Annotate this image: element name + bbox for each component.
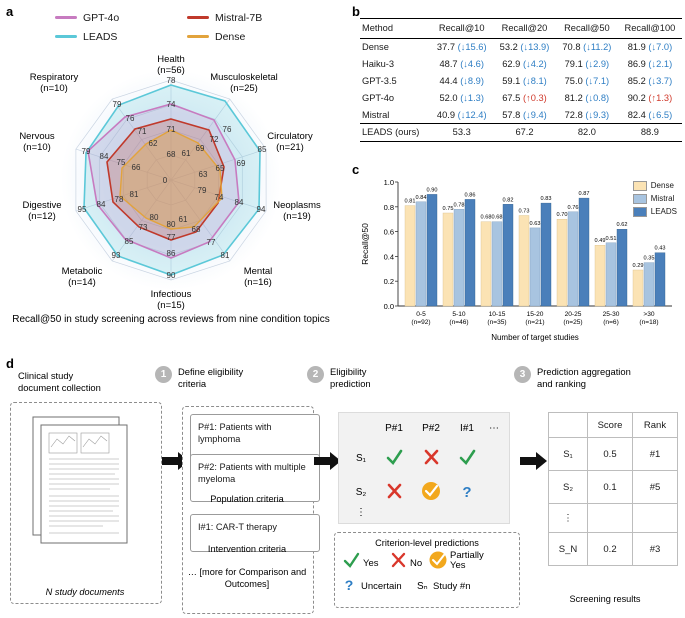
cell-value: 82.4 (↓6.5) — [627, 109, 673, 120]
matrix-col-p2: P#2 — [422, 423, 440, 434]
svg-text:62: 62 — [148, 139, 158, 148]
svg-text:0-5: 0-5 — [416, 311, 426, 318]
axis-label-musculoskeletal: Musculoskeletal — [210, 72, 278, 83]
svg-text:77: 77 — [206, 238, 216, 247]
svg-text:75: 75 — [116, 158, 126, 167]
legend-item-gpt4o — [55, 12, 173, 24]
svg-text:0.87: 0.87 — [578, 191, 590, 198]
panel-d-letter: d — [6, 356, 14, 371]
step-1-number: 1 — [155, 366, 172, 383]
cell-value: 40.9 (↓12.4) — [436, 109, 487, 120]
svg-text:0.63: 0.63 — [529, 220, 541, 227]
legend-swatch-mistral7b — [187, 16, 209, 19]
legend-label-dense: Dense — [215, 30, 246, 43]
svg-text:78: 78 — [114, 195, 124, 204]
cell-value: 79.1 (↓2.9) — [564, 59, 610, 70]
cell-value: 81.9 (↓7.0) — [627, 42, 673, 53]
results-row-label: S₁ — [549, 438, 588, 471]
doc-collection-line2: document collection — [18, 382, 101, 393]
svg-text:74: 74 — [166, 100, 176, 109]
cell-value: 48.7 (↓4.6) — [439, 59, 484, 70]
legend-item-mistral7b — [187, 12, 305, 24]
radar-caption-text: Recall@50 in study screening across reviews from nine condition topics — [12, 314, 330, 325]
axis-sub-metabolic: (n=14) — [68, 277, 96, 288]
results-row — [549, 438, 678, 471]
step-3-number: 3 — [514, 366, 531, 383]
svg-text:80: 80 — [166, 220, 176, 229]
radar-caption — [0, 313, 342, 326]
svg-text:(n=92): (n=92) — [411, 319, 431, 326]
results-score: 0.2 — [588, 533, 633, 566]
svg-text:(n=46): (n=46) — [449, 319, 469, 326]
cell-method: GPT-4o — [362, 92, 395, 103]
bar-chart-svg — [352, 164, 685, 350]
svg-text:0.35: 0.35 — [643, 255, 655, 262]
cell-method: Mistral — [362, 109, 390, 120]
cell-value: 53.2 (↓13.9) — [499, 42, 550, 53]
svg-text:0.68: 0.68 — [491, 214, 503, 221]
svg-text:71: 71 — [166, 125, 176, 134]
matrix-row-more: ⋮ — [356, 507, 366, 518]
axis-sub-mental: (n=16) — [244, 277, 272, 288]
results-rank: #3 — [633, 533, 678, 566]
cell-value: 88.9 — [618, 123, 682, 141]
svg-text:25-30: 25-30 — [602, 311, 620, 318]
legend-studyn-label: Study #n — [433, 581, 471, 592]
svg-text:0.73: 0.73 — [518, 208, 530, 215]
cell-value: 82.0 — [556, 123, 618, 141]
results-grid — [548, 412, 678, 566]
matrix-row-s2: S₂ — [355, 487, 367, 498]
svg-text:86: 86 — [166, 249, 176, 258]
radar-svg — [6, 50, 336, 320]
results-row — [549, 471, 678, 504]
table-row — [360, 39, 682, 56]
svg-text:0.81: 0.81 — [404, 198, 416, 205]
svg-text:15-20: 15-20 — [526, 311, 544, 318]
svg-text:0.86: 0.86 — [464, 192, 476, 199]
axis-sub-musculoskeletal: (n=25) — [230, 83, 258, 94]
svg-text:85: 85 — [124, 237, 134, 246]
svg-text:76: 76 — [222, 125, 232, 134]
cell-value: 72.8 (↓9.3) — [564, 109, 610, 120]
svg-text:68: 68 — [191, 225, 201, 234]
svg-text:68: 68 — [166, 150, 176, 159]
svg-text:79: 79 — [197, 186, 207, 195]
axis-label-neoplasms: Neoplasms — [273, 200, 321, 211]
axis-label-health: Health — [157, 54, 185, 65]
svg-text:76: 76 — [125, 114, 135, 123]
svg-text:66: 66 — [131, 163, 141, 172]
table-row-leads — [360, 123, 682, 141]
cell-value: 57.8 (↓9.4) — [502, 109, 547, 120]
legend-swatch-dense — [187, 35, 209, 38]
svg-text:0.62: 0.62 — [616, 222, 628, 229]
matrix-col-i1: I#1 — [460, 423, 474, 434]
radar-chart — [6, 50, 336, 320]
axis-sub-circulatory: (n=21) — [276, 142, 304, 153]
svg-text:0.4: 0.4 — [383, 252, 394, 262]
cell-value: 59.1 (↓8.1) — [502, 75, 547, 86]
svg-text:0.70: 0.70 — [556, 212, 568, 219]
svg-text:85: 85 — [257, 145, 267, 154]
panel-c-barchart — [352, 162, 685, 352]
criterion-box-p1: P#1: Patients with lymphoma — [190, 414, 320, 462]
cell-method: GPT-3.5 — [362, 75, 397, 86]
svg-text:0.75: 0.75 — [442, 206, 454, 212]
svg-text:>30: >30 — [643, 311, 655, 318]
screening-results-table — [548, 412, 678, 566]
bar-xlabel: Number of target studies — [491, 333, 579, 342]
cell-value: 52.0 (↓1.3) — [439, 92, 484, 103]
table-row — [360, 89, 682, 106]
legend-question-icon: ? — [344, 577, 354, 593]
cell-method: LEADS (ours) — [360, 123, 430, 141]
prediction-matrix — [338, 412, 510, 524]
svg-text:0.76: 0.76 — [567, 204, 579, 211]
doc-collection-line1: Clinical study — [18, 370, 74, 381]
svg-text:0.84: 0.84 — [415, 194, 427, 201]
svg-text:0.83: 0.83 — [540, 196, 552, 203]
svg-text:0.68: 0.68 — [480, 214, 492, 221]
svg-text:?: ? — [462, 484, 472, 501]
svg-text:(n=6): (n=6) — [603, 319, 619, 326]
legend-label-leads: LEADS — [83, 30, 118, 43]
svg-text:74: 74 — [214, 193, 224, 202]
axis-label-respiratory: Respiratory — [29, 72, 79, 83]
criterion-legend-title: Criterion-level predictions — [375, 538, 479, 548]
legend-item-leads — [55, 31, 173, 43]
step-1-title: Define eligibility criteria — [178, 366, 244, 389]
screening-results-caption: Screening results — [569, 594, 641, 604]
svg-text:0.2: 0.2 — [383, 277, 394, 287]
axis-sub-health: (n=56) — [157, 65, 185, 76]
axis-label-infectious: Infectious — [150, 289, 192, 300]
panel-a-letter: a — [6, 4, 14, 19]
th-recall20: Recall@20 — [493, 19, 556, 39]
legend-swatch-gpt4o — [55, 16, 77, 19]
panel-b-table — [352, 0, 685, 160]
criterion-box-p2: P#2: Patients with multiple myeloma — [190, 454, 320, 502]
th-method: Method — [360, 19, 430, 39]
doc-collection-title — [18, 370, 138, 394]
legend-item-dense — [187, 31, 305, 43]
cell-value: 85.2 (↓3.7) — [627, 75, 673, 86]
doc-collection-box — [10, 402, 162, 604]
results-col-rank: Rank — [633, 413, 678, 438]
svg-text:84: 84 — [234, 198, 244, 207]
results-score: 0.5 — [588, 438, 633, 471]
svg-text:(n=35): (n=35) — [487, 319, 507, 326]
axis-sub-digestive: (n=12) — [28, 211, 56, 222]
svg-text:0.8: 0.8 — [383, 202, 394, 212]
panel-a-radar — [0, 0, 342, 352]
th-recall100: Recall@100 — [618, 19, 682, 39]
matrix-row-s1: S₁ — [355, 453, 367, 464]
cell-value: 53.3 — [430, 123, 493, 141]
results-score — [588, 504, 633, 533]
svg-text:94: 94 — [256, 205, 266, 214]
results-table — [360, 18, 682, 142]
cell-value: 86.9 (↓2.1) — [627, 59, 673, 70]
svg-text:(n=18): (n=18) — [639, 319, 659, 326]
svg-text:20-25: 20-25 — [564, 311, 582, 318]
results-header-row — [549, 413, 678, 438]
step-2-number: 2 — [307, 366, 324, 383]
results-row — [549, 504, 678, 533]
th-recall10: Recall@10 — [430, 19, 493, 39]
svg-text:73: 73 — [138, 223, 148, 232]
svg-text:71: 71 — [137, 127, 147, 136]
svg-text:72: 72 — [209, 135, 219, 144]
axis-label-digestive: Digestive — [22, 200, 62, 211]
cell-value: 90.2 (↑1.3) — [627, 92, 673, 103]
arrow-3-icon — [520, 452, 548, 470]
svg-text:90: 90 — [166, 271, 176, 280]
svg-text:1.0: 1.0 — [383, 178, 394, 187]
svg-text:(n=21): (n=21) — [525, 319, 545, 326]
svg-text:0.0: 0.0 — [383, 302, 394, 311]
svg-text:0.49: 0.49 — [594, 238, 606, 245]
axis-sub-infectious: (n=15) — [157, 300, 185, 311]
results-row-label: S₂ — [549, 471, 588, 504]
legend-yes-label: Yes — [363, 558, 379, 569]
axis-label-nervous: Nervous — [19, 131, 55, 142]
svg-text:0.90: 0.90 — [426, 187, 438, 194]
axis-sub-respiratory: (n=10) — [40, 83, 68, 94]
svg-text:5-10: 5-10 — [452, 311, 466, 318]
cell-value: 62.9 (↓4.2) — [502, 59, 547, 70]
intervention-criteria-label: Intervention criteria — [207, 544, 287, 554]
svg-text:0.51: 0.51 — [605, 235, 617, 242]
svg-text:81: 81 — [129, 190, 139, 199]
bar-legend-label-mistral: Mistral — [650, 194, 675, 203]
table-row — [360, 106, 682, 123]
cell-value: 75.0 (↓7.1) — [564, 75, 610, 86]
panel-c-letter: c — [352, 162, 360, 177]
svg-text:61: 61 — [181, 149, 191, 158]
document-stack-icon — [11, 403, 159, 601]
step-2 — [307, 366, 371, 390]
bar-legend-label-dense: Dense — [650, 181, 674, 190]
legend-swatch-leads — [55, 35, 77, 38]
svg-text:63: 63 — [198, 170, 208, 179]
panel-d-flow — [0, 356, 685, 618]
results-col-score: Score — [588, 413, 633, 438]
svg-text:65: 65 — [215, 164, 225, 173]
svg-text:0.82: 0.82 — [502, 197, 514, 204]
criterion-box-i1: I#1: CAR-T therapy — [190, 514, 320, 552]
axis-label-metabolic: Metabolic — [61, 266, 103, 277]
svg-text:78: 78 — [166, 76, 176, 85]
table-row — [360, 56, 682, 73]
svg-text:0.78: 0.78 — [453, 202, 465, 209]
axis-sub-nervous: (n=10) — [23, 142, 51, 153]
cell-value: 70.8 (↓11.2) — [562, 42, 612, 53]
results-corner-cell — [549, 413, 588, 438]
cell-value: 44.4 (↓8.9) — [439, 75, 484, 86]
legend-no-label: No — [410, 558, 423, 569]
legend-partial-l1: Partially — [450, 550, 484, 561]
legend-sn-label: Sₙ — [417, 581, 428, 592]
svg-text:93: 93 — [111, 251, 121, 260]
legend-label-mistral7b: Mistral-7B — [215, 11, 263, 24]
svg-text:77: 77 — [166, 233, 176, 242]
bar-ylabel: Recall@50 — [360, 223, 370, 265]
results-rank: #5 — [633, 471, 678, 504]
results-row-label: S_N — [549, 533, 588, 566]
criterion-legend-svg — [335, 548, 517, 602]
svg-text:80: 80 — [149, 213, 159, 222]
population-criteria-label: Population criteria — [210, 494, 284, 504]
cell-value: 81.2 (↓0.8) — [564, 92, 610, 103]
results-row-label: ⋮ — [549, 504, 588, 533]
svg-text:69: 69 — [236, 159, 246, 168]
results-score: 0.1 — [588, 471, 633, 504]
svg-text:84: 84 — [99, 152, 109, 161]
step-3-title: Prediction aggregation and ranking — [537, 366, 631, 389]
svg-text:0.29: 0.29 — [632, 263, 644, 269]
axis-sub-neoplasms: (n=19) — [283, 211, 311, 222]
more-criteria-label: … [more for Comparison and Outcomes] — [187, 567, 307, 589]
svg-text:84: 84 — [96, 200, 106, 209]
results-row — [549, 533, 678, 566]
svg-text:79: 79 — [81, 147, 91, 156]
step-3 — [514, 366, 631, 390]
matrix-col-more: ⋯ — [489, 423, 499, 434]
svg-text:0.6: 0.6 — [383, 227, 394, 237]
cell-value: 37.7 (↓15.6) — [436, 42, 487, 53]
panel-b-letter: b — [352, 4, 360, 19]
table-row — [360, 73, 682, 90]
svg-text:81: 81 — [220, 251, 230, 260]
results-rank — [633, 504, 678, 533]
cell-value: 67.2 — [493, 123, 556, 141]
radar-legend — [55, 8, 305, 54]
legend-partial-l2: Yes — [450, 560, 466, 571]
svg-text:10-15: 10-15 — [488, 311, 506, 318]
axis-label-circulatory: Circulatory — [267, 131, 313, 142]
bar-legend-label-leads: LEADS — [650, 207, 677, 216]
results-rank: #1 — [633, 438, 678, 471]
svg-text:61: 61 — [178, 215, 188, 224]
matrix-col-p1: P#1 — [385, 423, 403, 434]
legend-label-gpt4o: GPT-4o — [83, 11, 120, 24]
prediction-matrix-svg — [339, 413, 507, 521]
cell-method: Haiku-3 — [362, 59, 395, 70]
axis-label-mental: Mental — [243, 266, 273, 277]
cell-value: 67.5 (↑0.3) — [502, 92, 547, 103]
svg-text:95: 95 — [77, 205, 87, 214]
doc-collection-caption: N study documents — [45, 587, 125, 597]
th-recall50: Recall@50 — [556, 19, 618, 39]
table-header-row — [360, 19, 682, 39]
legend-uncertain-label: Uncertain — [361, 581, 402, 592]
cell-method: Dense — [362, 42, 389, 53]
svg-text:0: 0 — [162, 176, 168, 185]
step-1 — [155, 366, 243, 390]
svg-text:79: 79 — [112, 100, 122, 109]
step-2-title: Eligibility prediction — [330, 366, 371, 389]
svg-text:0.43: 0.43 — [654, 245, 666, 252]
criterion-legend-box — [334, 532, 520, 608]
svg-text:69: 69 — [195, 144, 205, 153]
svg-text:(n=25): (n=25) — [563, 319, 583, 326]
